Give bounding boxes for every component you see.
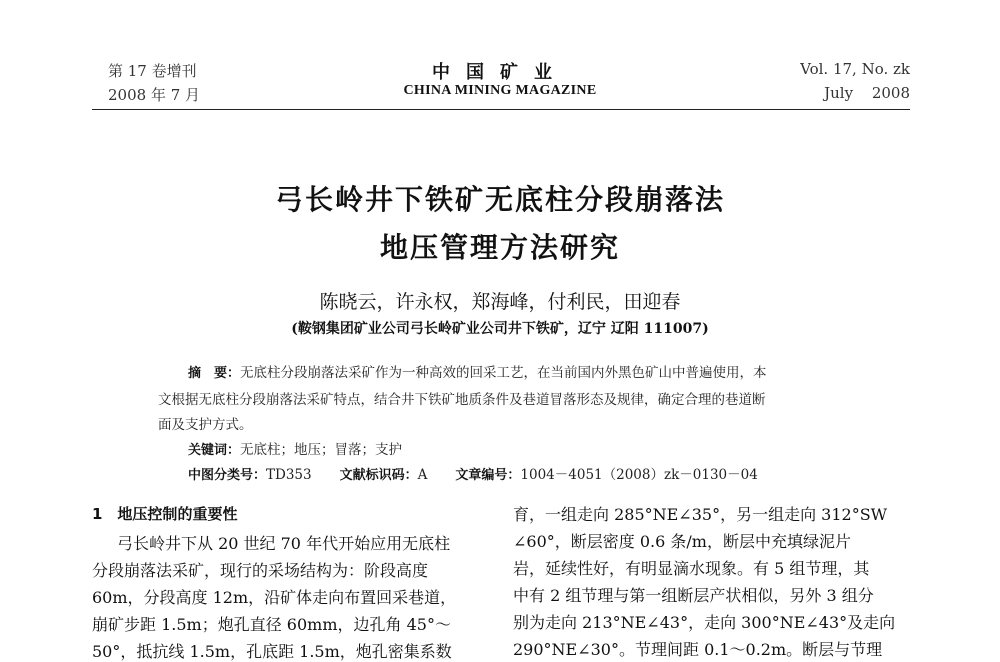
paper-title-line-1: 弓长岭井下铁矿无底柱分段崩落法	[274, 183, 725, 216]
paper-title-line-2: 地压管理方法研究	[379, 231, 620, 264]
body-right-line: 中有 2 组节理与第一组断层产状相似，另外 3 组分	[513, 586, 874, 605]
section-heading: 1 地压控制的重要性	[92, 505, 238, 523]
keywords-row	[188, 438, 402, 458]
abstract-label: 摘 要：	[188, 366, 241, 381]
journal-title-chinese: 中国矿业	[432, 62, 568, 83]
body-right-line: 290°NE∠30°。节理间距 0.1～0.2m。断层与节理	[513, 640, 883, 659]
article-number-value: 1004－4051（2008）zk－0130－04	[520, 467, 758, 483]
author-affiliation: (鞍钢集团矿业公司弓长岭矿业公司井下铁矿，辽宁 辽阳 111007)	[291, 321, 709, 337]
header-date-left: 2008 年 7 月	[108, 86, 201, 104]
body-left-line: 崩矿步距 1.5m；炮孔直径 60mm，边孔角 45°～	[92, 615, 451, 634]
body-right-line: 岩，延续性好，有明显滴水现象。有 5 组节理，其	[513, 559, 870, 578]
doc-code-value: A	[417, 467, 428, 483]
body-left-line: 分段崩落法采矿，现行的采场结构为：阶段高度	[92, 561, 429, 580]
abstract-text-1: 无底柱分段崩落法采矿作为一种高效的回采工艺，在当前国内外黑色矿山中普遍使用，本	[240, 365, 767, 381]
header-divider	[92, 109, 910, 110]
header-volume-right: Vol. 17, No. zk	[800, 60, 910, 78]
clc-value: TD353	[266, 467, 312, 483]
doc-code-label: 文献标识码：	[339, 468, 418, 483]
keywords-value: 无底柱；地压；冒落；支护	[240, 442, 403, 458]
abstract-line-3: 面及支护方式。	[158, 417, 253, 433]
article-number-label: 文章编号：	[455, 468, 521, 483]
clc-label: 中图分类号：	[188, 468, 267, 483]
author-list: 陈晓云，许永权，郑海峰，付利民，田迎春	[319, 291, 681, 313]
classification-row	[188, 463, 758, 483]
header-volume-left: 第 17 卷增刊	[108, 62, 197, 80]
body-right-line: ∠60°，断层密度 0.6 条/m，断层中充填绿泥片	[513, 532, 851, 551]
journal-title-english: CHINA MINING MAGAZINE	[403, 83, 597, 98]
body-left-line: 50°，抵抗线 1.5m，孔底距 1.5m，炮孔密集系数	[92, 642, 452, 661]
abstract-line-2: 文根据无底柱分段崩落法采矿特点，结合井下铁矿地质条件及巷道冒落形态及规律，确定合理的巷道断	[158, 392, 766, 408]
body-right-line: 育，一组走向 285°NE∠35°，另一组走向 312°SW	[513, 505, 888, 524]
body-left-line: 60m，分段高度 12m，沿矿体走向布置回采巷道，	[92, 588, 457, 607]
header-date-right: July 2008	[824, 84, 910, 102]
body-right-line: 别为走向 213°NE∠43°，走向 300°NE∠43°及走向	[513, 613, 896, 632]
body-left-line: 弓长岭井下从 20 世纪 70 年代开始应用无底柱	[117, 534, 451, 553]
keywords-label: 关键词：	[188, 443, 241, 458]
abstract-line-1	[188, 361, 767, 381]
